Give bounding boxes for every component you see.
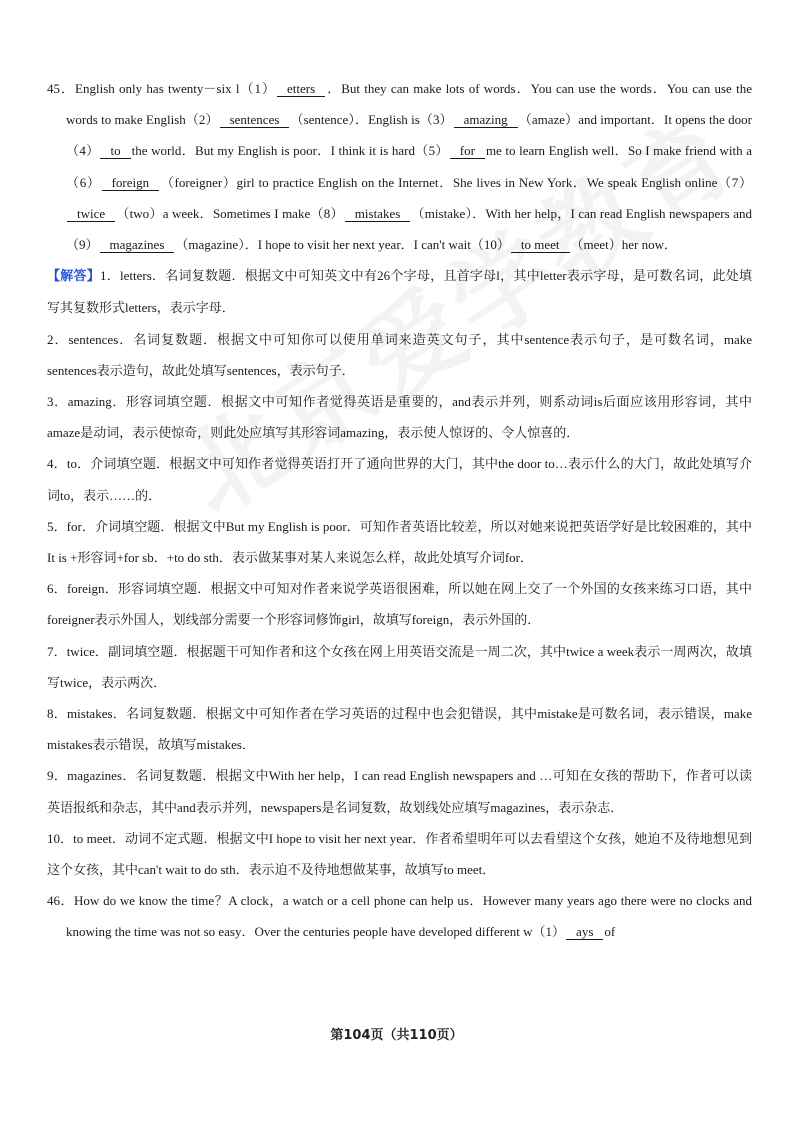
question-number: 46． (47, 893, 75, 909)
answer-text: foreign．形容词填空题．根据文中可知对作者来说学英语很困难，所以她在网上交了一个外国的女孩来练习口语，其中foreigner表示外国人，划线部分需要一个形容词修饰girl，故填写foreign，表示外国的． (47, 581, 752, 628)
answer-text: twice．副词填空题．根据题干可知作者和这个女孩在网上用英语交流是一周二次，其中twice a week表示一周两次，故填写twice，表示两次． (47, 643, 752, 690)
answer-number: 6． (47, 581, 67, 597)
page-footer: 第104页（共110页） (330, 1028, 463, 1043)
answer-item-8 (47, 698, 752, 760)
answer-number: 9． (47, 768, 68, 784)
answer-number: 2． (47, 331, 69, 347)
answer-blank-10: to meet (511, 238, 570, 253)
answer-item-7 (47, 636, 752, 698)
answer-text: to meet．动词不定式题．根据文中I hope to visit her next year．作者希望明年可以去看望这个女孩，她迫不及待地想见到这个女孩，其中can't wait to do sth．表示迫不及待地想做某事，故填写to meet． (47, 830, 752, 878)
answer-text: to．介词填空题．根据文中可知作者觉得英语打开了通向世界的大门，其中the door to…表示什么的大门，故此处填写介词to，表示……的． (47, 456, 752, 503)
answer-number: 10． (47, 830, 74, 846)
answer-text: amazing．形容词填空题．根据文中可知作者觉得英语是重要的，and表示并列，则系动词is后面应该用形容词，其中amaze是动词，表示使惊奇，则此处应填写其形容词amazing，表示使人惊讶的、令人惊喜的． (47, 394, 752, 441)
answer-item-1 (47, 260, 752, 323)
answer-blank-5: for (450, 144, 485, 159)
answer-item-3 (47, 386, 752, 448)
answer-number: 4． (47, 456, 67, 472)
answer-item-5 (47, 511, 752, 573)
answer-item-10 (47, 823, 752, 885)
answer-blank-1: ays (566, 925, 603, 940)
answer-blank-1: etters (277, 82, 325, 97)
answer-item-9 (47, 760, 752, 822)
answer-number: 5． (47, 518, 67, 534)
answer-number: 3． (47, 394, 68, 410)
answer-text: letters．名词复数题．根据文中可知英文中有26个字母，且首字母l，其中letter表示字母，是可数名词，此处填写其复数形式letters，表示字母． (47, 268, 752, 316)
answer-number: 1． (99, 268, 120, 284)
answer-text: magazines．名词复数题．根据文中With her help，I can read English newspapers and …可知在女孩的帮助下，作者可以读英语报纸和杂志，其中and表示并列，newspapers是名词复数，故划线处应填写magazines，表示杂志． (47, 768, 752, 815)
question-number: 45． (47, 81, 76, 96)
answer-blank-2: sentences (220, 113, 290, 128)
answer-blank-8: mistakes (345, 207, 411, 222)
answer-blank-9: magazines (100, 238, 175, 253)
question-46: 46．How do we know the time？A clock，a watch or a cell phone can help us．However many years ago there were no clocks and knowing the time was not so easy．Over the centuries people have developed different w（1） ays of (47, 893, 752, 940)
page-content (47, 73, 752, 948)
answer-blank-6: foreign (102, 176, 160, 191)
answer-item-4 (47, 448, 752, 510)
answer-text: for．介词填空题．根据文中But my English is poor．可知作者英语比较差，所以对她来说把英语学好是比较困难的，其中It is +形容词+for sb．+to do sth．表示做某事对某人来说怎么样，故此处填写介词for． (47, 518, 752, 566)
answer-number: 7． (47, 643, 67, 659)
answer-text: mistakes．名词复数题．根据文中可知作者在学习英语的过程中也会犯错误，其中mistake是可数名词，表示错误，make mistakes表示错误，故填写mistakes． (47, 706, 752, 753)
answer-text: sentences．名词复数题．根据文中可知你可以使用单词来造英文句子，其中sentence表示句子，是可数名词，make sentences表示造句，故此处填写sentences，表示句子． (47, 331, 752, 378)
answer-number: 8． (47, 706, 68, 722)
answer-blank-7: twice (67, 207, 115, 222)
answer-item-6 (47, 573, 752, 635)
answer-blank-4: to (100, 144, 130, 159)
answer-blank-3: amazing (454, 113, 518, 128)
question-45: 45．English only has twenty－six l（1） etters ．But they can make lots of words．You can use the words．You can use the words to make English（2） sentences （sentence）．English is（3） amazing （amaze）and important．It opens the door（4） to the world．But my English is poor．I think it is hard（5） for me to learn English well．So I make friend with a（6） foreign （foreigner）girl to practice English on the Internet．She lives in New York．We speak English online（7）twice （two）a week．Sometimes I make（8） mistakes （mistake）．With her help，I can read English newspapers and（9） magazines （magazine）．I hope to visit her next year．I can't wait（10） to meet （meet）her now． (47, 81, 752, 253)
answer-tag: 【解答】 (47, 269, 100, 285)
answer-item-2 (47, 324, 752, 386)
